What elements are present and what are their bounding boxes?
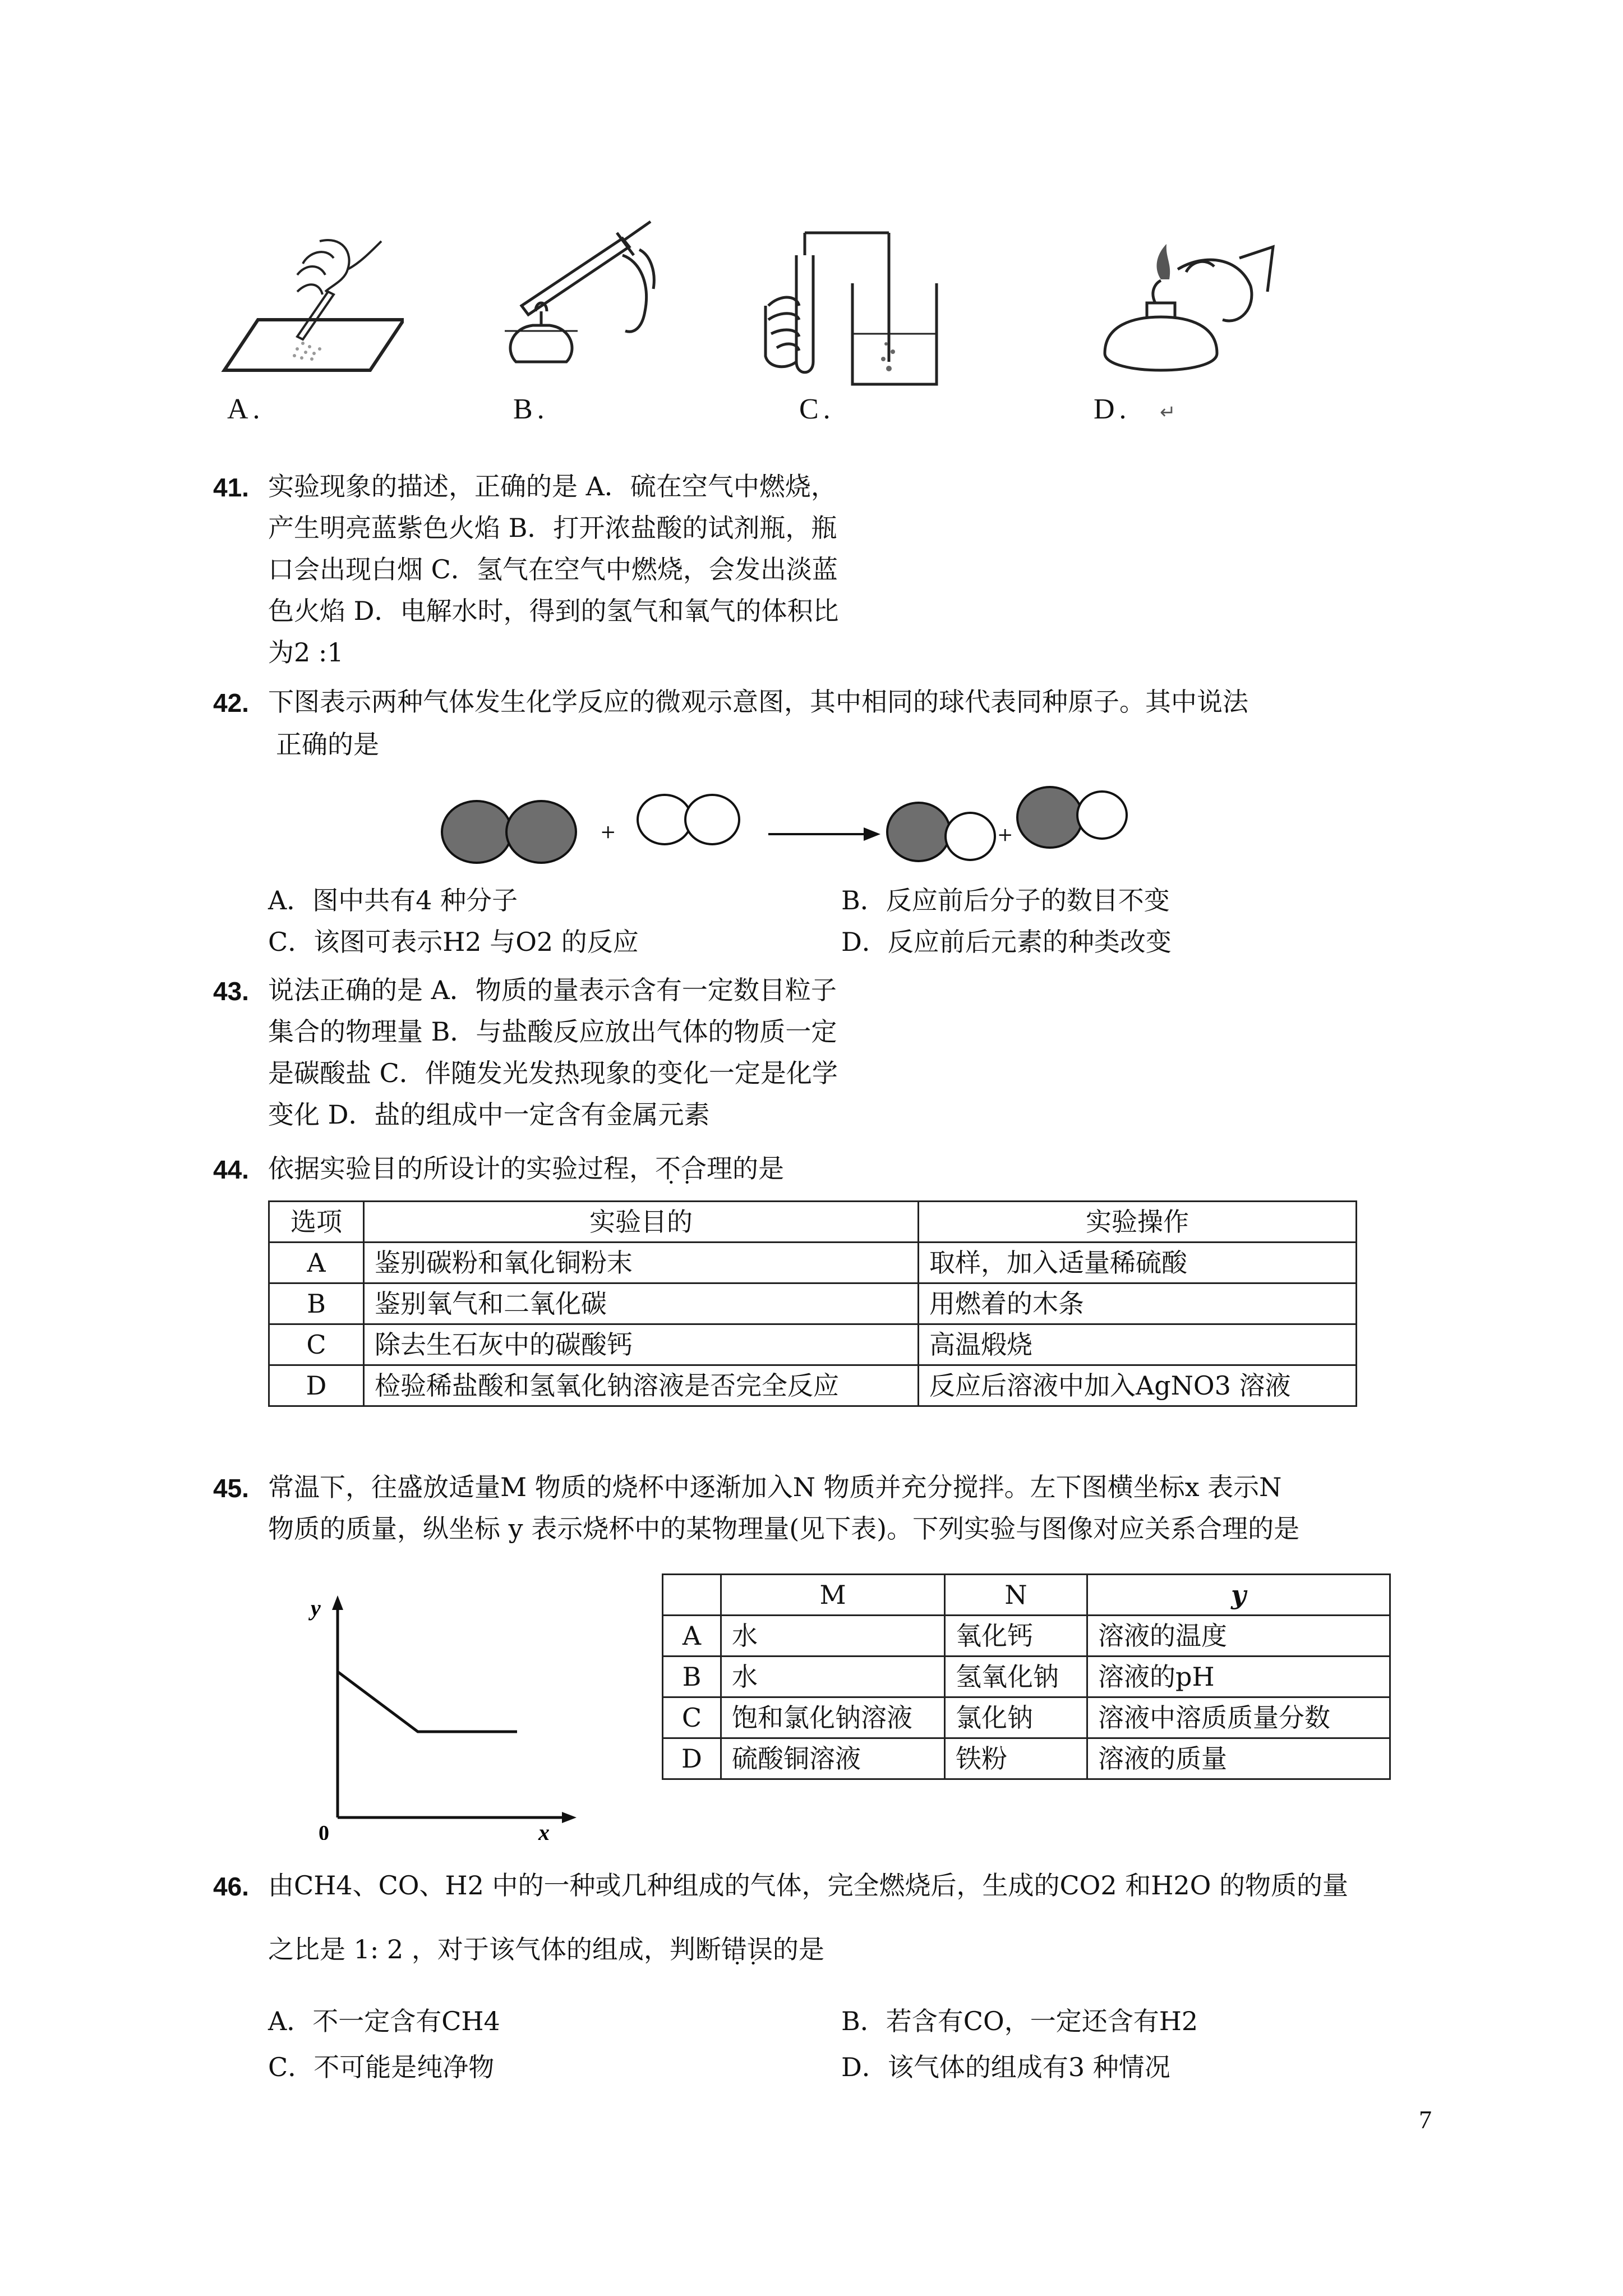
table-cell: 铁粉 [945,1738,1087,1779]
q41-line-2: 产生明亮蓝紫色火焰 B．打开浓盐酸的试剂瓶，瓶 [268,513,837,543]
q46-option-d: D．该气体的组成有3 种情况 [841,2052,1170,2082]
molecule-diagram [437,783,1155,878]
graph-origin-label: 0 [319,1821,329,1840]
figure-label-b: B. [513,393,549,425]
table-cell: 检验稀盐酸和氢氧化钠溶液是否完全反应 [364,1365,919,1406]
table-row [269,1243,1357,1283]
q43-line-3: 是碳酸盐 C．伴随发光发热现象的变化一定是化学 [268,1058,838,1088]
q42-option-b: B．反应前后分子的数目不变 [841,885,1170,915]
table-row [269,1324,1357,1365]
return-mark: ↵ [1160,401,1176,424]
plus-sign-1: + [600,821,616,843]
table-header-cell: 实验操作 [919,1202,1357,1243]
question-number-41: 41. [213,473,249,502]
table-cell: 饱和氯化钠溶液 [721,1697,945,1738]
q45-graph [303,1593,583,1840]
table-header-cell: 选项 [269,1202,364,1243]
table-cell: 溶液的温度 [1087,1616,1390,1657]
q46-line-2-emphasis: 错误 • • [721,1929,773,1970]
apparatus-figure-c [757,222,959,395]
table-cell: D [269,1365,364,1406]
table-cell: 取样，加入适量稀硫酸 [919,1243,1357,1283]
q41-line-4: 色火焰 D．电解水时，得到的氢气和氧气的体积比 [268,596,839,626]
question-number-46: 46. [213,1872,249,1901]
table-header-cell [663,1575,721,1616]
q42-option-d: D．反应前后元素的种类改变 [841,927,1172,957]
q43-line-1: 说法正确的是 A．物质的量表示含有一定数目粒子 [268,975,837,1005]
apparatus-figure-d [1094,213,1284,393]
table-cell: 水 [721,1616,945,1657]
q42-line-1: 下图表示两种气体发生化学反应的微观示意图，其中相同的球代表同种原子。其中说法 [268,687,1248,717]
table-cell: D [663,1738,721,1779]
table-cell: 水 [721,1657,945,1697]
figure-label-c: C. [799,393,835,425]
table-cell: A [663,1616,721,1657]
table-cell: B [269,1283,364,1324]
table-cell: 溶液的pH [1087,1657,1390,1697]
figure-label-a: A. [227,393,265,425]
q43-line-2: 集合的物理量 B．与盐酸反应放出气体的物质一定 [268,1016,837,1047]
table-header-row [663,1575,1390,1616]
table-header-cell: y [1087,1575,1390,1616]
table-header-cell: 实验目的 [364,1202,919,1243]
table-cell: 用燃着的木条 [919,1283,1357,1324]
q46-option-a: A．不一定含有CH4 [268,2006,500,2036]
table-header-row [269,1202,1357,1243]
table-header-cell: M [721,1575,945,1616]
q44-stem-pre: 依据实验目的所设计的实验过程， [268,1153,655,1184]
plus-sign-2: + [997,823,1013,846]
q42-option-a: A．图中共有4 种分子 [268,885,518,915]
page-number: 7 [1419,2105,1432,2134]
question-number-44: 44. [213,1155,249,1184]
table-cell: 氢氧化钠 [945,1657,1087,1697]
table-cell: B [663,1657,721,1697]
table-row [269,1283,1357,1324]
q42-option-c: C．该图可表示H2 与O2 的反应 [268,927,639,957]
table-cell: 硫酸铜溶液 [721,1738,945,1779]
table-cell: C [663,1697,721,1738]
table-row [663,1738,1390,1779]
table-cell: 高温煅烧 [919,1324,1357,1365]
q46-line-2-post: 的是 [772,1934,824,1964]
apparatus-figure-a [213,219,404,387]
q43-line-4: 变化 D．盐的组成中一定含有金属元素 [268,1099,710,1130]
table-cell: 氧化钙 [945,1616,1087,1657]
table-header-cell: N [945,1575,1087,1616]
apparatus-figure-b [482,216,673,384]
q44-table [268,1200,1357,1407]
graph-x-label: x [538,1820,550,1840]
q44-stem-emphasis: 不合 • • [655,1148,707,1189]
q44-stem [268,1148,784,1189]
table-row [663,1697,1390,1738]
q45-line-2: 物质的质量，纵坐标 y 表示烧杯中的某物理量(见下表)。下列实验与图像对应关系合理的是 [268,1513,1300,1544]
q41-line-3: 口会出现白烟 C．氢气在空气中燃烧，会发出淡蓝 [268,554,838,585]
q46-line-1: 由CH4、CO、H2 中的一种或几种组成的气体，完全燃烧后，生成的CO2 和H2O 的物质的量 [268,1870,1349,1901]
q41-line-5: 为2 :1 [268,637,344,668]
table-row [269,1365,1357,1406]
table-cell: 除去生石灰中的碳酸钙 [364,1324,919,1365]
q45-table [662,1573,1391,1780]
table-cell: 溶液中溶质质量分数 [1087,1697,1390,1738]
figure-label-d: D. [1094,393,1131,425]
q46-line-2-pre: 之比是 1: 2 ，对于该气体的组成，判断 [268,1934,721,1964]
q46-option-b: B．若含有CO，一定还含有H2 [841,2006,1198,2036]
table-cell: C [269,1324,364,1365]
table-cell: 氯化钠 [945,1697,1087,1738]
question-number-42: 42. [213,688,249,717]
table-cell: 反应后溶液中加入AgNO3 溶液 [919,1365,1357,1406]
question-number-45: 45. [213,1474,249,1503]
table-cell: A [269,1243,364,1283]
q42-line-2: 正确的是 [276,729,379,760]
question-number-43: 43. [213,977,249,1006]
q44-stem-post: 理的是 [707,1153,784,1184]
q46-option-c: C．不可能是纯净物 [268,2052,495,2082]
graph-y-label: y [311,1595,321,1621]
table-cell: 溶液的质量 [1087,1738,1390,1779]
q41-line-1: 实验现象的描述，正确的是 A．硫在空气中燃烧， [268,471,837,501]
q46-line-2 [268,1929,824,1970]
q45-line-1: 常温下，往盛放适量M 物质的烧杯中逐渐加入N 物质并充分搅拌。左下图横坐标x 表示N [268,1472,1282,1502]
table-cell: 鉴别氧气和二氧化碳 [364,1283,919,1324]
table-row [663,1657,1390,1697]
table-cell: 鉴别碳粉和氧化铜粉末 [364,1243,919,1283]
table-row [663,1616,1390,1657]
